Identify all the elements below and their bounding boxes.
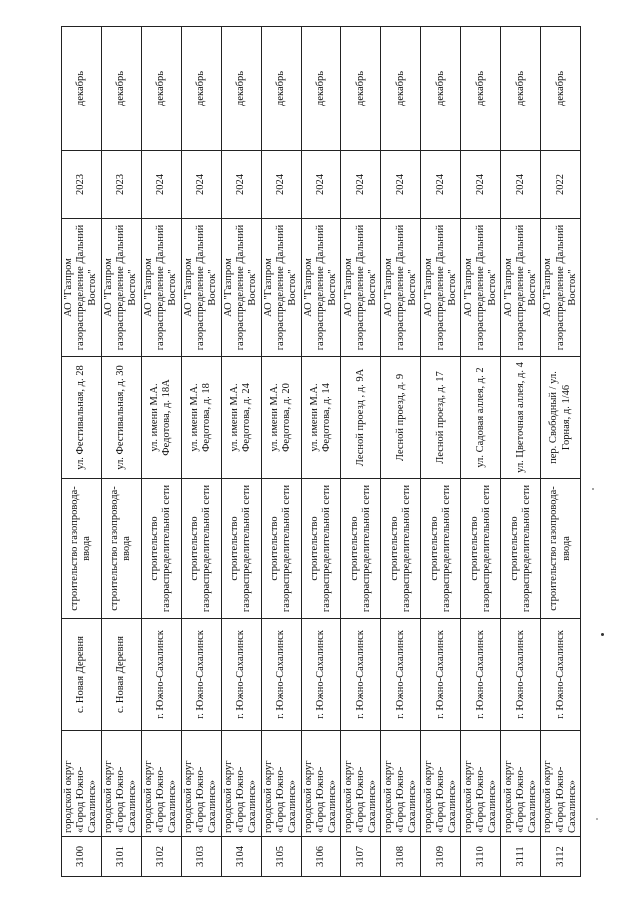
year-cell: 2023	[101, 151, 141, 219]
municipality-cell: городской округ «Город Южно-Сахалинск»	[541, 731, 581, 837]
address-cell: ул. имени М.А. Федотова, д. 18А	[141, 357, 181, 479]
row-number: 3105	[261, 837, 301, 877]
month-cell: декабрь	[301, 27, 341, 151]
month-cell: декабрь	[181, 27, 221, 151]
month-cell: декабрь	[541, 27, 581, 151]
organization-cell: АО "Газпром газораспределение Дальний Восток"	[62, 219, 102, 357]
scan-speck	[601, 633, 604, 636]
locality-cell: г. Южно-Сахалинск	[381, 619, 421, 731]
organization-cell: АО "Газпром газораспределение Дальний Восток"	[261, 219, 301, 357]
municipality-cell: городской округ «Город Южно-Сахалинск»	[381, 731, 421, 837]
year-cell: 2022	[541, 151, 581, 219]
address-cell: ул. Цветочная аллея, д. 4	[501, 357, 541, 479]
year-cell: 2024	[181, 151, 221, 219]
organization-cell: АО "Газпром газораспределение Дальний Восток"	[381, 219, 421, 357]
year-cell: 2024	[261, 151, 301, 219]
table-row	[141, 27, 181, 877]
address-cell: ул. Садовая аллея, д. 2	[461, 357, 501, 479]
month-cell: декабрь	[381, 27, 421, 151]
address-cell: ул. Фестивальная, д. 30	[101, 357, 141, 479]
table-row	[62, 27, 102, 877]
scan-speck	[596, 818, 598, 820]
organization-cell: АО "Газпром газораспределение Дальний Восток"	[541, 219, 581, 357]
table-row	[541, 27, 581, 877]
work-type-cell: строительство газораспределительной сети	[221, 479, 261, 619]
address-cell: ул. имени М.А. Федотова, д. 18	[181, 357, 221, 479]
month-cell: декабрь	[461, 27, 501, 151]
row-number: 3111	[501, 837, 541, 877]
locality-cell: г. Южно-Сахалинск	[261, 619, 301, 731]
municipality-cell: городской округ «Город Южно-Сахалинск»	[341, 731, 381, 837]
organization-cell: АО "Газпром газораспределение Дальний Восток"	[181, 219, 221, 357]
work-type-cell: строительство газораспределительной сети	[341, 479, 381, 619]
locality-cell: г. Южно-Сахалинск	[181, 619, 221, 731]
table-row	[181, 27, 221, 877]
year-cell: 2024	[341, 151, 381, 219]
locality-cell: г. Южно-Сахалинск	[541, 619, 581, 731]
locality-cell: г. Южно-Сахалинск	[461, 619, 501, 731]
work-type-cell: строительство газопровода-ввода	[101, 479, 141, 619]
work-type-cell: строительство газораспределительной сети	[501, 479, 541, 619]
locality-cell: г. Южно-Сахалинск	[301, 619, 341, 731]
work-type-cell: строительство газопровода-ввода	[541, 479, 581, 619]
municipality-cell: городской округ «Город Южно-Сахалинск»	[261, 731, 301, 837]
month-cell: декабрь	[141, 27, 181, 151]
row-number: 3108	[381, 837, 421, 877]
row-number: 3107	[341, 837, 381, 877]
row-number: 3103	[181, 837, 221, 877]
work-type-cell: строительство газораспределительной сети	[381, 479, 421, 619]
table-row	[101, 27, 141, 877]
address-cell: Лесной проезд, д. 9	[381, 357, 421, 479]
locality-cell: с. Новая Деревня	[62, 619, 102, 731]
locality-cell: г. Южно-Сахалинск	[341, 619, 381, 731]
table-body	[62, 27, 581, 877]
row-number: 3100	[62, 837, 102, 877]
year-cell: 2024	[421, 151, 461, 219]
month-cell: декабрь	[341, 27, 381, 151]
municipality-cell: городской округ «Город Южно-Сахалинск»	[221, 731, 261, 837]
municipality-cell: городской округ «Город Южно-Сахалинск»	[421, 731, 461, 837]
address-cell: Лесной проезд , д. 9А	[341, 357, 381, 479]
locality-cell: г. Южно-Сахалинск	[421, 619, 461, 731]
month-cell: декабрь	[101, 27, 141, 151]
row-number: 3106	[301, 837, 341, 877]
gasification-table	[61, 26, 581, 877]
address-cell: пер. Свободный / ул. Горная, д. 1/46	[541, 357, 581, 479]
work-type-cell: строительство газораспределительной сети	[261, 479, 301, 619]
municipality-cell: городской округ «Город Южно-Сахалинск»	[501, 731, 541, 837]
municipality-cell: городской округ «Город Южно-Сахалинск»	[101, 731, 141, 837]
organization-cell: АО "Газпром газораспределение Дальний Восток"	[141, 219, 181, 357]
organization-cell: АО "Газпром газораспределение Дальний Восток"	[501, 219, 541, 357]
locality-cell: с. Новая Деревня	[101, 619, 141, 731]
row-number: 3112	[541, 837, 581, 877]
address-cell: Лесной проезд, д. 17	[421, 357, 461, 479]
month-cell: декабрь	[261, 27, 301, 151]
row-number: 3109	[421, 837, 461, 877]
work-type-cell: строительство газопровода-ввода	[62, 479, 102, 619]
municipality-cell: городской округ «Город Южно-Сахалинск»	[461, 731, 501, 837]
work-type-cell: строительство газораспределительной сети	[301, 479, 341, 619]
year-cell: 2023	[62, 151, 102, 219]
row-number: 3101	[101, 837, 141, 877]
work-type-cell: строительство газораспределительной сети	[141, 479, 181, 619]
year-cell: 2024	[301, 151, 341, 219]
table-row	[301, 27, 341, 877]
municipality-cell: городской округ «Город Южно-Сахалинск»	[141, 731, 181, 837]
locality-cell: г. Южно-Сахалинск	[501, 619, 541, 731]
address-cell: ул. имени М.А. Федотова, д. 24	[221, 357, 261, 479]
municipality-cell: городской округ «Город Южно-Сахалинск»	[62, 731, 102, 837]
municipality-cell: городской округ «Город Южно-Сахалинск»	[181, 731, 221, 837]
year-cell: 2024	[141, 151, 181, 219]
table-row	[421, 27, 461, 877]
row-number: 3102	[141, 837, 181, 877]
organization-cell: АО "Газпром газораспределение Дальний Восток"	[341, 219, 381, 357]
table-row	[381, 27, 421, 877]
address-cell: ул. Фестивальная, д. 28	[62, 357, 102, 479]
year-cell: 2024	[381, 151, 421, 219]
year-cell: 2024	[501, 151, 541, 219]
locality-cell: г. Южно-Сахалинск	[141, 619, 181, 731]
address-cell: ул. имени М.А. Федотова, д. 20	[261, 357, 301, 479]
address-cell: ул. имени М.А. Федотова, д. 14	[301, 357, 341, 479]
locality-cell: г. Южно-Сахалинск	[221, 619, 261, 731]
row-number: 3110	[461, 837, 501, 877]
month-cell: декабрь	[421, 27, 461, 151]
rotated-table-container	[61, 27, 581, 877]
year-cell: 2024	[461, 151, 501, 219]
table-row	[341, 27, 381, 877]
scan-speck	[592, 488, 594, 490]
month-cell: декабрь	[501, 27, 541, 151]
organization-cell: АО "Газпром газораспределение Дальний Восток"	[421, 219, 461, 357]
organization-cell: АО "Газпром газораспределение Дальний Восток"	[101, 219, 141, 357]
month-cell: декабрь	[62, 27, 102, 151]
table-row	[501, 27, 541, 877]
work-type-cell: строительство газораспределительной сети	[461, 479, 501, 619]
organization-cell: АО "Газпром газораспределение Дальний Восток"	[301, 219, 341, 357]
year-cell: 2024	[221, 151, 261, 219]
table-row	[461, 27, 501, 877]
month-cell: декабрь	[221, 27, 261, 151]
work-type-cell: строительство газораспределительной сети	[421, 479, 461, 619]
organization-cell: АО "Газпром газораспределение Дальний Восток"	[461, 219, 501, 357]
table-row	[221, 27, 261, 877]
municipality-cell: городской округ «Город Южно-Сахалинск»	[301, 731, 341, 837]
organization-cell: АО "Газпром газораспределение Дальний Восток"	[221, 219, 261, 357]
work-type-cell: строительство газораспределительной сети	[181, 479, 221, 619]
table-row	[261, 27, 301, 877]
row-number: 3104	[221, 837, 261, 877]
